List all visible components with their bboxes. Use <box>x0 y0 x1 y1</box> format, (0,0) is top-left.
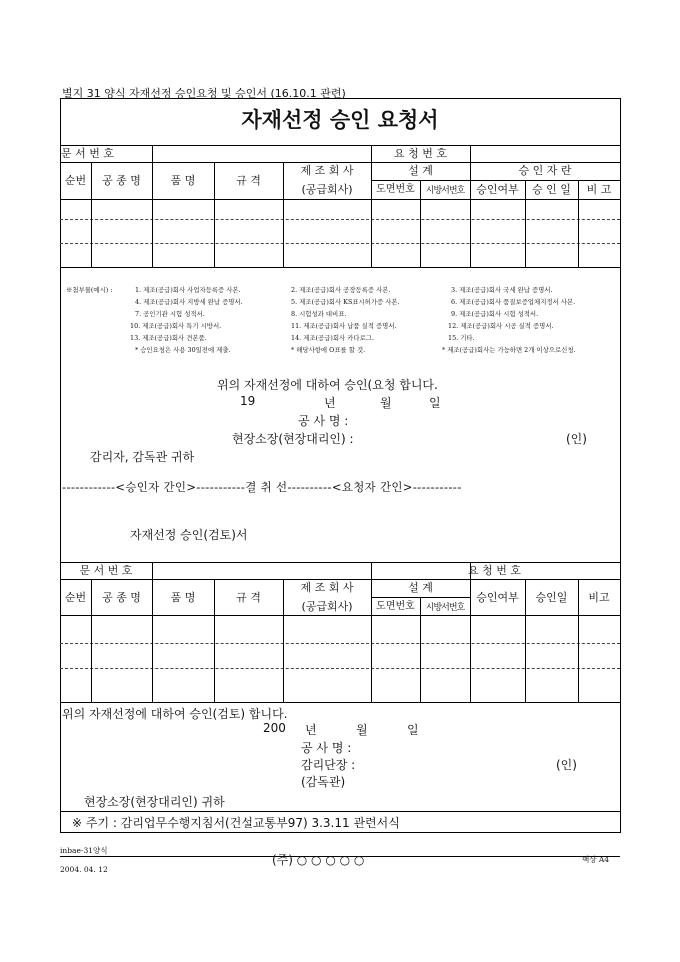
note-item: 6. 제조(공급)회사 품질보증업체지정서 사본. <box>451 298 576 306</box>
note-item: 15. 기타. <box>448 334 475 342</box>
attachment-title: 별지 31 양식 자재선정 승인요청 및 승인서 (16.10.1 관련) <box>62 87 346 100</box>
request-title: 자재선정 승인 요청서 <box>241 107 439 132</box>
col-approve-date: 승 인 일 <box>532 183 571 196</box>
date-day-unit: 일 <box>429 396 441 410</box>
doc-no-label: 문 서 번 호 <box>79 564 133 577</box>
date-year-unit: 년 <box>305 723 317 737</box>
col-work: 공 종 명 <box>102 174 141 187</box>
supervisor-sub: (감독관) <box>301 775 346 789</box>
form-date: 2004. 04. 12 <box>60 865 108 874</box>
col-seq: 순번 <box>64 591 87 604</box>
col-drawing: 도면번호 <box>376 184 415 195</box>
approval-seal: (인) <box>556 758 577 772</box>
note-item: * 해당사항에 O표를 할 것. <box>291 346 366 354</box>
request-recipient: 감리자, 감독관 귀하 <box>90 450 195 464</box>
col-work: 공 종 명 <box>102 591 141 604</box>
col-drawing: 도면번호 <box>376 601 415 612</box>
approval-recipient: 현장소장(현장대리인) 귀하 <box>84 795 225 809</box>
approval-date-year: 200 <box>263 721 286 735</box>
col-maker: 제 조 회 사 <box>300 164 354 177</box>
note-item: 3. 제조(공급)회사 국세 완납 증명서. <box>451 286 553 294</box>
company-label: 공 사 명 : <box>298 414 349 428</box>
req-no-label: 요 청 번 호 <box>468 564 521 577</box>
note-item: 1. 제조(공급)회사 사업자등록증 사본. <box>135 286 241 294</box>
supervisor-label: 감리단장 : <box>301 758 356 772</box>
col-approve-yn: 승인여부 <box>476 183 519 196</box>
col-item: 품 명 <box>170 591 196 604</box>
company-label: 공 사 명 : <box>301 741 352 755</box>
notes-label: ※첨부물(예시) : <box>66 286 113 294</box>
col-item: 품 명 <box>170 174 196 187</box>
request-seal: (인) <box>566 432 587 446</box>
note-item: 4. 제조(공급)회사 지방세 완납 증명서. <box>135 298 243 306</box>
request-date-year: 19 <box>240 394 256 408</box>
note-item: 5. 제조(공급)회사 KS표시허가증 사본. <box>291 298 400 306</box>
approval-title: 자재선정 승인(검토)서 <box>130 528 248 542</box>
note-item: 14. 제조(공급)회사 카다로그. <box>291 334 374 342</box>
paper-type: 백상 A4 <box>582 855 610 864</box>
note-item: 13. 제조(공급)회사 견본품. <box>130 334 207 342</box>
col-specno: 시방서번호 <box>425 603 465 613</box>
date-month-unit: 월 <box>356 723 368 737</box>
note-item: 11. 제조(공급)회사 납품 실적 증명서. <box>291 322 397 330</box>
col-seq: 순번 <box>64 174 87 187</box>
col-design: 설 계 <box>408 581 433 594</box>
note-item: 12. 제조(공급)회사 시공 실적 증명서. <box>448 322 554 330</box>
date-month-unit: 월 <box>380 396 392 410</box>
col-remark: 비 고 <box>586 183 612 196</box>
col-approver: 승 인 자 란 <box>518 164 572 177</box>
date-year-unit: 년 <box>324 396 336 410</box>
note-item: 10. 제조(공급)회사 특기 시방서. <box>130 322 222 330</box>
manager-label: 현장소장(현장대리인) : <box>232 432 354 446</box>
date-day-unit: 일 <box>407 723 419 737</box>
approval-statement: 위의 자재선정에 대하여 승인(검토) 합니다. <box>62 707 288 721</box>
footnote: ※ 주기 : 감리업무수행지침서(건설교통부97) 3.3.11 관련서식 <box>72 816 400 830</box>
col-maker: 제 조 회 사 <box>300 581 354 594</box>
note-item: 7. 공인기관 시험 성적서. <box>135 310 205 318</box>
col-maker-sub: (공급회사) <box>301 183 353 196</box>
note-item: * 승인요청은 사용 30일전에 제출. <box>135 346 231 354</box>
cut-line: ------------<승인자 간인>-----------결 취 선----------<요청자 간인>----------- <box>62 480 462 494</box>
col-design: 설 계 <box>408 164 433 177</box>
company-name: (주) ○ ○ ○ ○ ○ <box>272 853 365 867</box>
col-specno: 시방서번호 <box>425 186 465 196</box>
col-spec: 규 격 <box>236 174 261 187</box>
col-maker-sub: (공급회사) <box>301 600 353 613</box>
col-approve-yn: 승인여부 <box>476 591 519 604</box>
req-no-label: 요 청 번 호 <box>394 147 447 160</box>
doc-no-label: 문 서 번 호 <box>61 147 114 160</box>
note-item: 2. 제조(공급)회사 공장등록증 사본. <box>291 286 391 294</box>
col-remark: 비고 <box>588 591 610 604</box>
note-item: 9. 제조(공급)회사 시험 성적서. <box>451 310 539 318</box>
form-code: inbae-31양식 <box>60 846 108 855</box>
note-item: 8. 시험성과 대비표. <box>291 310 347 318</box>
col-spec: 규 격 <box>236 591 261 604</box>
col-approve-date: 승인일 <box>535 591 568 604</box>
request-statement: 위의 자재선정에 대하여 승인(요청 합니다. <box>217 378 438 392</box>
note-item: * 제조(공급)회사는 가능하면 2개 이상으로신청. <box>442 346 576 354</box>
